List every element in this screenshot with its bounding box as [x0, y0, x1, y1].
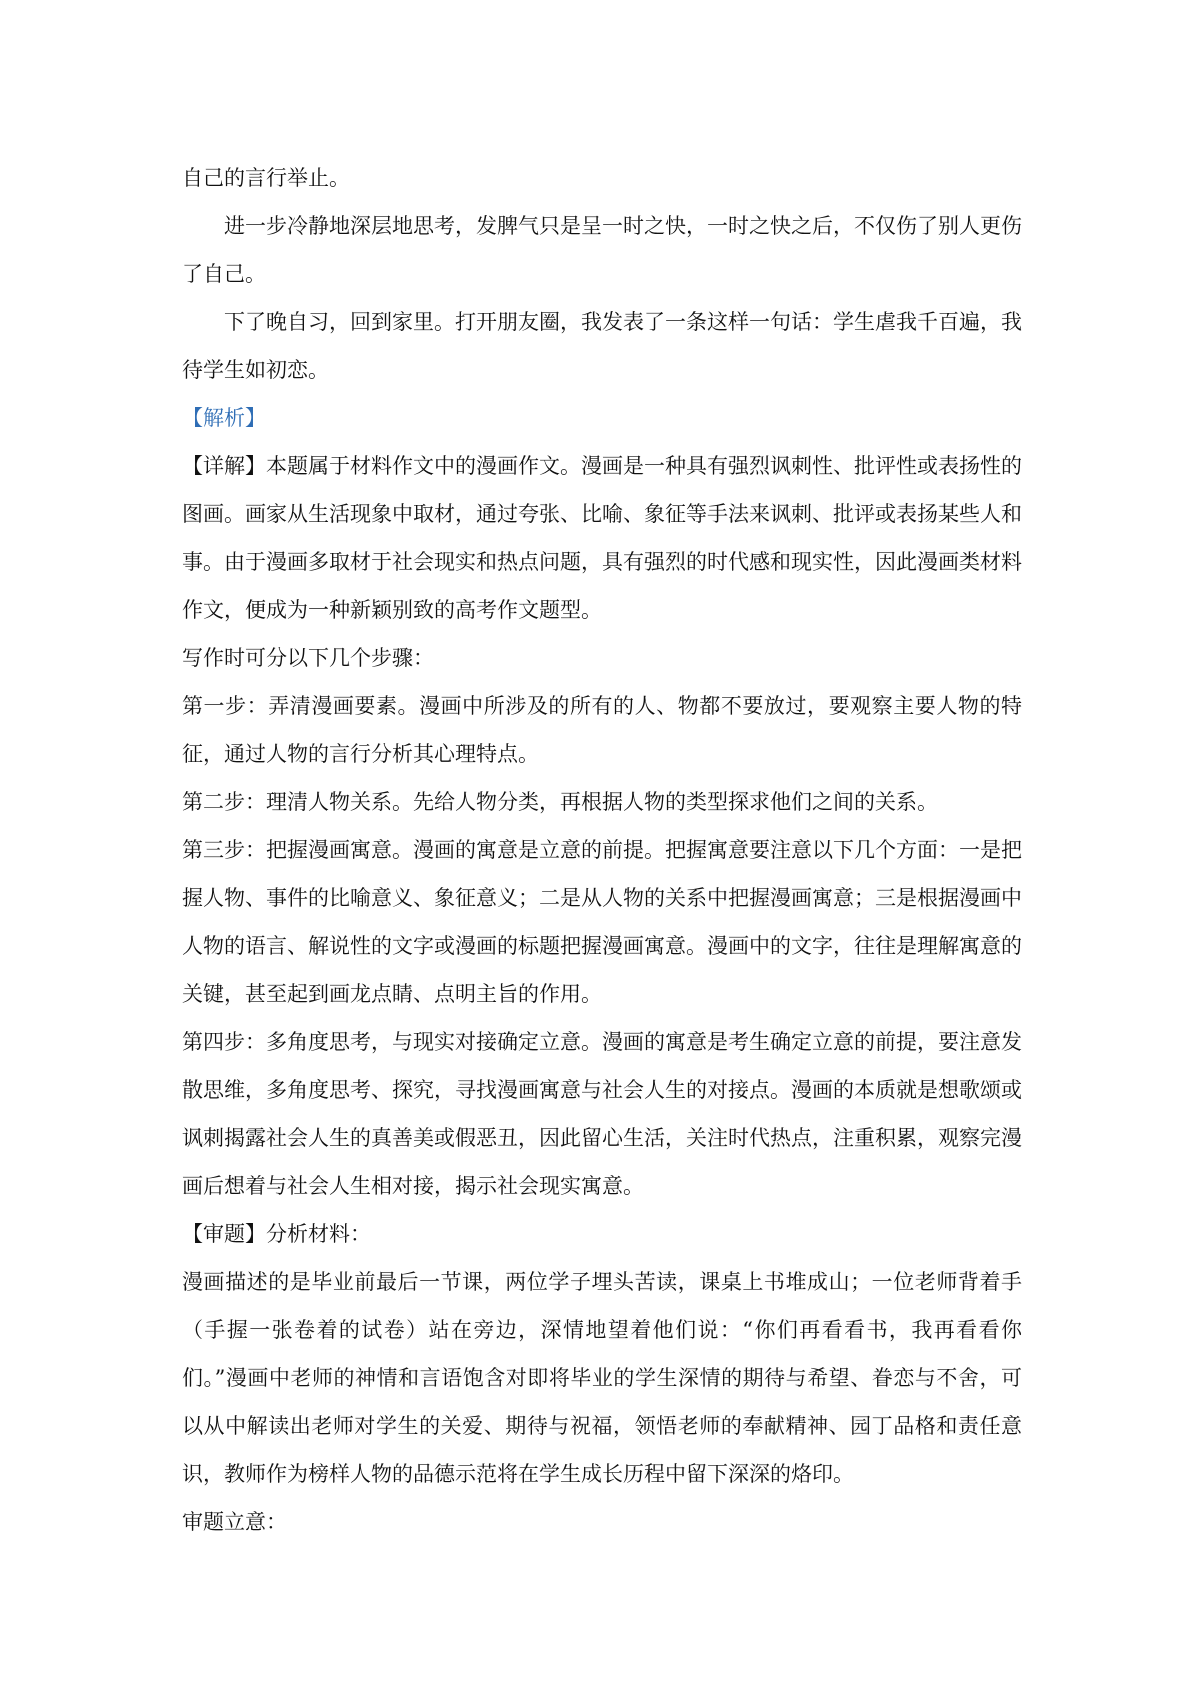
paragraph-theme-heading: 审题立意： — [182, 1510, 287, 1534]
paragraph-cartoon-description: 漫画描述的是毕业前最后一节课，两位学子埋头苦读，课桌上书堆成山；一位老师背着手（手握一张卷着的试卷）站在旁边，深情地望着他们说：“你们再看看书，我再看看你们。”漫画中老师的神情和言语饱含对即将毕业的学生深情的期待与希望、眷恋与不舍，可以从中解读出老师对学生的关爱、期待与祝福，领悟老师的奉献精神、园丁品格和责任意识，教师作为榜样人物的品德示范将在学生成长历程中留下深深的烙印。 — [182, 1270, 1022, 1486]
paragraph-steps-intro: 写作时可分以下几个步骤： — [182, 646, 434, 670]
paragraph-moments-post: 下了晚自习，回到家里。打开朋友圈，我发表了一条这样一句话：学生虐我千百遍，我待学生如初恋。 — [182, 310, 1022, 382]
paragraph-step-three: 第三步：把握漫画寓意。漫画的寓意是立意的前提。把握寓意要注意以下几个方面：一是把握人物、事件的比喻意义、象征意义；二是从人物的关系中把握漫画寓意；三是根据漫画中人物的语言、解说性的文字或漫画的标题把握漫画寓意。漫画中的文字，往往是理解寓意的关键，甚至起到画龙点睛、点明主旨的作用。 — [182, 838, 1022, 1006]
paragraph-review-heading: 【审题】分析材料： — [182, 1222, 371, 1246]
paragraph-step-one: 第一步：弄清漫画要素。漫画中所涉及的所有的人、物都不要放过，要观察主要人物的特征，通过人物的言行分析其心理特点。 — [182, 694, 1022, 766]
paragraph-step-four: 第四步：多角度思考，与现实对接确定立意。漫画的寓意是考生确定立意的前提，要注意发散思维，多角度思考、探究，寻找漫画寓意与社会人生的对接点。漫画的本质就是想歌颂或讽刺揭露社会人生的真善美或假恶丑，因此留心生活，关注时代热点，注重积累，观察完漫画后想着与社会人生相对接，揭示社会现实寓意。 — [182, 1030, 1022, 1198]
section-heading-analysis: 【解析】 — [182, 406, 266, 430]
document-body — [182, 154, 1022, 1546]
paragraph-detailed-explanation: 【详解】本题属于材料作文中的漫画作文。漫画是一种具有强烈讽刺性、批评性或表扬性的图画。画家从生活现象中取材，通过夸张、比喻、象征等手法来讽刺、批评或表扬某些人和事。由于漫画多取材于社会现实和热点问题，具有强烈的时代感和现实性，因此漫画类材料作文，便成为一种新颖别致的高考作文题型。 — [182, 454, 1022, 622]
paragraph-continuation: 自己的言行举止。 — [182, 166, 350, 190]
paragraph-reflection: 进一步冷静地深层地思考，发脾气只是呈一时之快，一时之快之后，不仅伤了别人更伤了自己。 — [182, 214, 1022, 286]
paragraph-step-two: 第二步：理清人物关系。先给人物分类，再根据人物的类型探求他们之间的关系。 — [182, 790, 938, 814]
